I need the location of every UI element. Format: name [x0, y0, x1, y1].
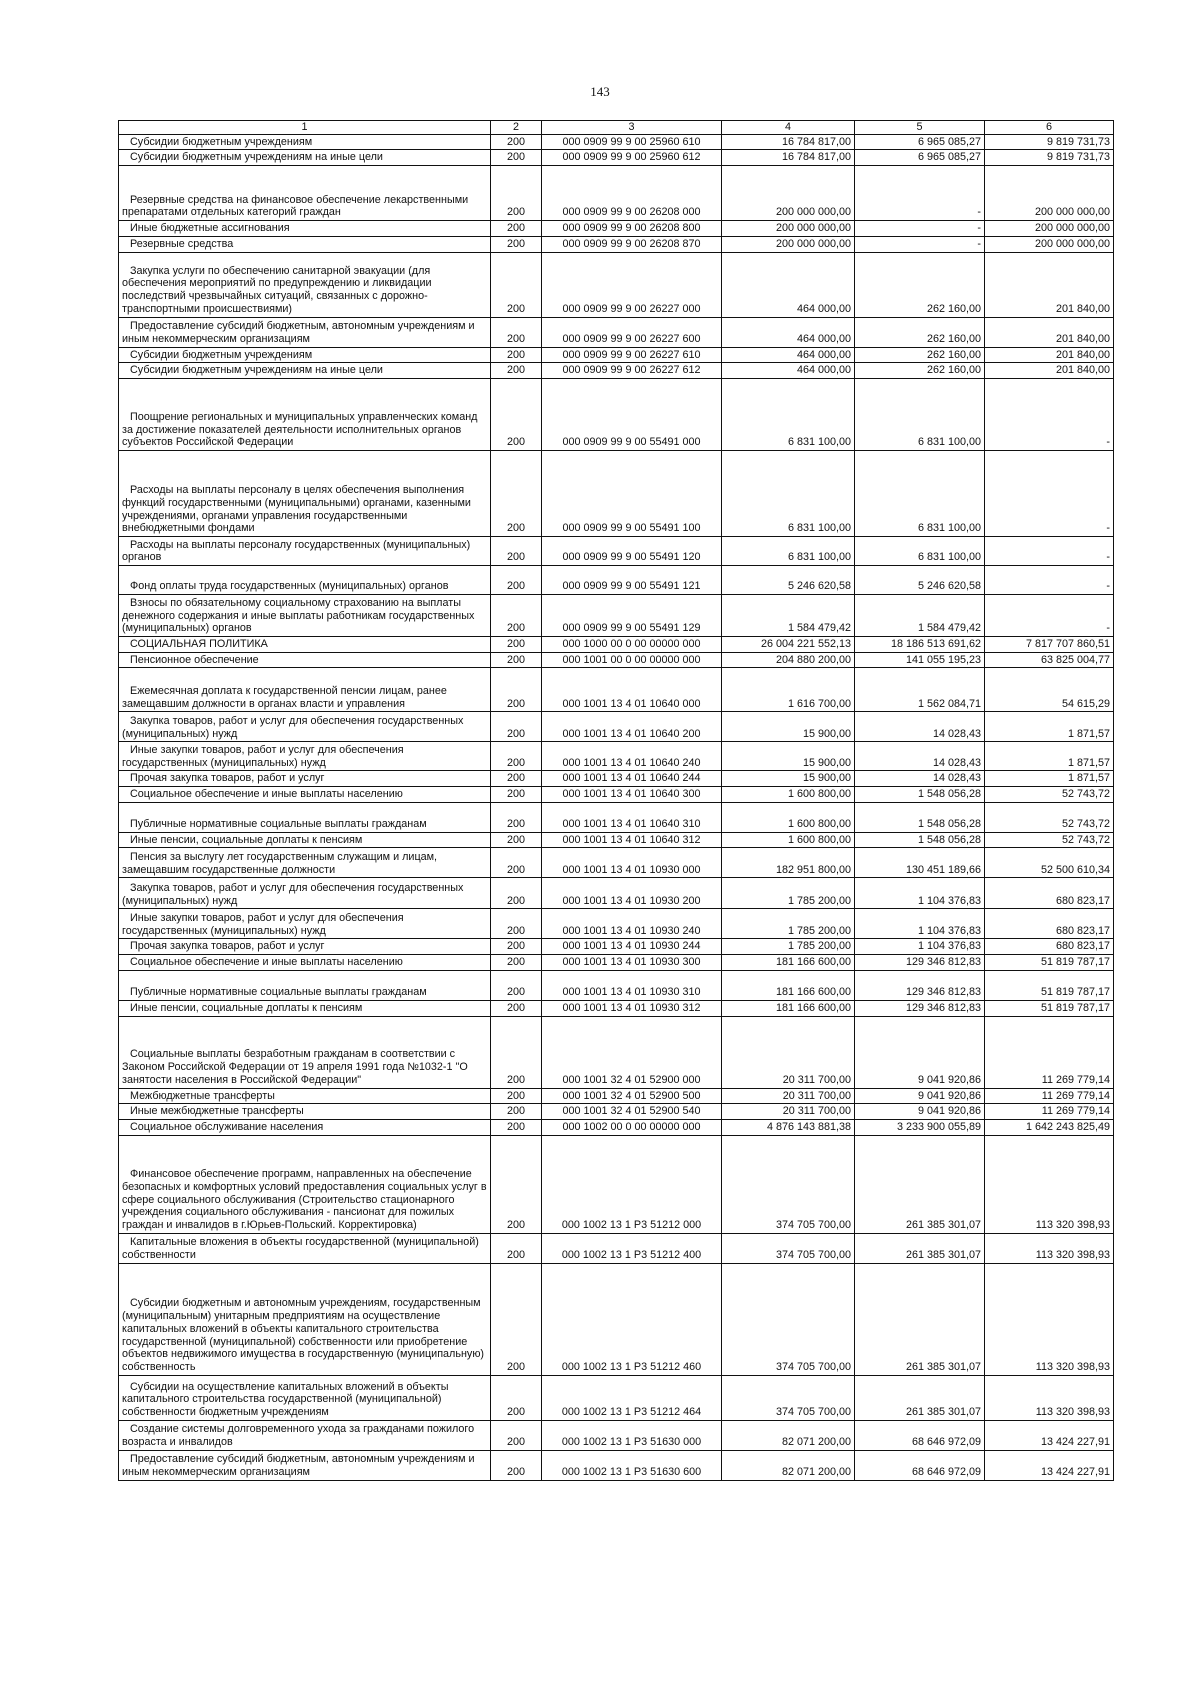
row-approved-amount-cell: 6 831 100,00 — [722, 450, 855, 536]
table-row — [119, 1000, 1114, 1016]
row-remaining-amount-cell: 13 424 227,91 — [985, 1420, 1114, 1450]
row-remaining-amount-cell: 52 743,72 — [985, 802, 1114, 832]
table-row — [119, 536, 1114, 565]
table-row — [119, 636, 1114, 652]
table-row — [119, 1135, 1114, 1233]
row-name-cell: Фонд оплаты труда государственных (муниципальных) органов — [119, 565, 491, 594]
row-budget-code-cell: 000 1002 13 1 P3 51630 000 — [542, 1420, 722, 1450]
row-admin-code-cell: 200 — [491, 712, 542, 742]
row-approved-amount-cell: 1 600 800,00 — [722, 802, 855, 832]
row-executed-amount-cell: - — [855, 236, 985, 252]
row-remaining-amount-cell: 201 840,00 — [985, 363, 1114, 379]
table-row — [119, 771, 1114, 787]
row-admin-code-cell: 200 — [491, 1104, 542, 1120]
row-admin-code-cell: 200 — [491, 317, 542, 347]
row-approved-amount-cell: 464 000,00 — [722, 363, 855, 379]
row-executed-amount-cell: 3 233 900 055,89 — [855, 1119, 985, 1135]
table-row — [119, 252, 1114, 317]
row-remaining-amount-cell: 63 825 004,77 — [985, 652, 1114, 668]
row-name-cell: Социальное обеспечение и иные выплаты населению — [119, 955, 491, 971]
row-approved-amount-cell: 5 246 620,58 — [722, 565, 855, 594]
column-number-row — [119, 121, 1114, 135]
row-remaining-amount-cell: 201 840,00 — [985, 252, 1114, 317]
table-row — [119, 652, 1114, 668]
row-budget-code-cell: 000 1001 13 4 01 10640 310 — [542, 802, 722, 832]
row-name-cell: Иные межбюджетные трансферты — [119, 1104, 491, 1120]
row-approved-amount-cell: 15 900,00 — [722, 742, 855, 771]
table-row — [119, 1263, 1114, 1375]
row-approved-amount-cell: 1 785 200,00 — [722, 878, 855, 909]
row-executed-amount-cell: 129 346 812,83 — [855, 955, 985, 971]
row-name-cell: Капитальные вложения в объекты государственной (муниципальной) собственности — [119, 1233, 491, 1263]
row-executed-amount-cell: 18 186 513 691,62 — [855, 636, 985, 652]
row-admin-code-cell: 200 — [491, 802, 542, 832]
row-approved-amount-cell: 200 000 000,00 — [722, 221, 855, 237]
table-row — [119, 668, 1114, 712]
row-admin-code-cell: 200 — [491, 134, 542, 150]
row-executed-amount-cell: 6 965 085,27 — [855, 150, 985, 166]
row-admin-code-cell: 200 — [491, 1016, 542, 1088]
row-admin-code-cell: 200 — [491, 1420, 542, 1450]
row-name-cell: Поощрение региональных и муниципальных управленческих команд за достижение показателей деятельности исполнительных органов субъектов Российской Федерации — [119, 378, 491, 450]
row-budget-code-cell: 000 1001 13 4 01 10640 300 — [542, 787, 722, 803]
row-approved-amount-cell: 464 000,00 — [722, 317, 855, 347]
row-admin-code-cell: 200 — [491, 1000, 542, 1016]
row-budget-code-cell: 000 1002 13 1 P3 51212 400 — [542, 1233, 722, 1263]
table-row — [119, 565, 1114, 594]
row-approved-amount-cell: 20 311 700,00 — [722, 1088, 855, 1104]
row-executed-amount-cell: 5 246 620,58 — [855, 565, 985, 594]
row-remaining-amount-cell: 52 743,72 — [985, 832, 1114, 848]
row-remaining-amount-cell: 200 000 000,00 — [985, 221, 1114, 237]
row-executed-amount-cell: 1 104 376,83 — [855, 909, 985, 939]
row-admin-code-cell: 200 — [491, 878, 542, 909]
row-remaining-amount-cell: 9 819 731,73 — [985, 150, 1114, 166]
row-remaining-amount-cell: 200 000 000,00 — [985, 166, 1114, 221]
row-admin-code-cell: 200 — [491, 1263, 542, 1375]
row-budget-code-cell: 000 1001 13 4 01 10640 312 — [542, 832, 722, 848]
row-name-cell: Создание системы долговременного ухода за гражданами пожилого возраста и инвалидов — [119, 1420, 491, 1450]
row-approved-amount-cell: 82 071 200,00 — [722, 1420, 855, 1450]
row-approved-amount-cell: 200 000 000,00 — [722, 236, 855, 252]
row-remaining-amount-cell: - — [985, 594, 1114, 636]
row-budget-code-cell: 000 1001 13 4 01 10640 240 — [542, 742, 722, 771]
row-admin-code-cell: 200 — [491, 636, 542, 652]
row-remaining-amount-cell: 201 840,00 — [985, 317, 1114, 347]
row-approved-amount-cell: 374 705 700,00 — [722, 1233, 855, 1263]
row-remaining-amount-cell: 51 819 787,17 — [985, 1000, 1114, 1016]
row-approved-amount-cell: 82 071 200,00 — [722, 1450, 855, 1480]
row-name-cell: СОЦИАЛЬНАЯ ПОЛИТИКА — [119, 636, 491, 652]
row-executed-amount-cell: 130 451 189,66 — [855, 848, 985, 878]
row-name-cell: Социальное обеспечение и иные выплаты населению — [119, 787, 491, 803]
row-admin-code-cell: 200 — [491, 848, 542, 878]
table-row — [119, 848, 1114, 878]
row-remaining-amount-cell: 113 320 398,93 — [985, 1375, 1114, 1420]
row-admin-code-cell: 200 — [491, 652, 542, 668]
row-admin-code-cell: 200 — [491, 909, 542, 939]
row-name-cell: Иные пенсии, социальные доплаты к пенсиям — [119, 1000, 491, 1016]
row-approved-amount-cell: 1 785 200,00 — [722, 909, 855, 939]
row-remaining-amount-cell: 7 817 707 860,51 — [985, 636, 1114, 652]
row-name-cell: Расходы на выплаты персоналу в целях обеспечения выполнения функций государственными (муниципальными) органами, казенными учреждениями, органами управления государственными внебюджетными фондами — [119, 450, 491, 536]
row-executed-amount-cell: 6 831 100,00 — [855, 536, 985, 565]
row-remaining-amount-cell: 1 871,57 — [985, 771, 1114, 787]
row-remaining-amount-cell: 680 823,17 — [985, 909, 1114, 939]
row-approved-amount-cell: 181 166 600,00 — [722, 955, 855, 971]
row-executed-amount-cell: 129 346 812,83 — [855, 1000, 985, 1016]
row-budget-code-cell: 000 1001 13 4 01 10640 200 — [542, 712, 722, 742]
row-admin-code-cell: 200 — [491, 221, 542, 237]
row-budget-code-cell: 000 0909 99 9 00 26227 000 — [542, 252, 722, 317]
row-admin-code-cell: 200 — [491, 565, 542, 594]
row-admin-code-cell: 200 — [491, 832, 542, 848]
row-budget-code-cell: 000 1002 13 1 P3 51630 600 — [542, 1450, 722, 1480]
row-approved-amount-cell: 4 876 143 881,38 — [722, 1119, 855, 1135]
row-budget-code-cell: 000 0909 99 9 00 26227 610 — [542, 347, 722, 363]
row-remaining-amount-cell: 51 819 787,17 — [985, 955, 1114, 971]
row-remaining-amount-cell: 13 424 227,91 — [985, 1450, 1114, 1480]
row-remaining-amount-cell: - — [985, 536, 1114, 565]
row-remaining-amount-cell: 52 500 610,34 — [985, 848, 1114, 878]
row-remaining-amount-cell: 200 000 000,00 — [985, 236, 1114, 252]
row-approved-amount-cell: 464 000,00 — [722, 252, 855, 317]
table-row — [119, 1016, 1114, 1088]
row-executed-amount-cell: - — [855, 166, 985, 221]
row-budget-code-cell: 000 0909 99 9 00 25960 610 — [542, 134, 722, 150]
row-executed-amount-cell: - — [855, 221, 985, 237]
row-executed-amount-cell: 14 028,43 — [855, 712, 985, 742]
row-admin-code-cell: 200 — [491, 363, 542, 379]
row-budget-code-cell: 000 1000 00 0 00 00000 000 — [542, 636, 722, 652]
row-budget-code-cell: 000 1001 13 4 01 10930 244 — [542, 939, 722, 955]
row-admin-code-cell: 200 — [491, 970, 542, 1000]
row-admin-code-cell: 200 — [491, 150, 542, 166]
row-name-cell: Прочая закупка товаров, работ и услуг — [119, 771, 491, 787]
row-budget-code-cell: 000 0909 99 9 00 55491 121 — [542, 565, 722, 594]
page-number: 143 — [590, 84, 610, 99]
row-name-cell: Закупка товаров, работ и услуг для обеспечения государственных (муниципальных) нужд — [119, 878, 491, 909]
row-budget-code-cell: 000 1002 13 1 P3 51212 000 — [542, 1135, 722, 1233]
row-approved-amount-cell: 182 951 800,00 — [722, 848, 855, 878]
table-row — [119, 909, 1114, 939]
row-budget-code-cell: 000 1001 13 4 01 10640 244 — [542, 771, 722, 787]
row-budget-code-cell: 000 1001 13 4 01 10930 312 — [542, 1000, 722, 1016]
row-name-cell: Публичные нормативные социальные выплаты гражданам — [119, 802, 491, 832]
row-remaining-amount-cell: 11 269 779,14 — [985, 1088, 1114, 1104]
row-admin-code-cell: 200 — [491, 1450, 542, 1480]
table-row — [119, 1233, 1114, 1263]
row-admin-code-cell: 200 — [491, 939, 542, 955]
row-name-cell: Субсидии бюджетным учреждениям — [119, 347, 491, 363]
row-admin-code-cell: 200 — [491, 450, 542, 536]
row-executed-amount-cell: 14 028,43 — [855, 771, 985, 787]
table-row — [119, 742, 1114, 771]
row-budget-code-cell: 000 0909 99 9 00 26208 870 — [542, 236, 722, 252]
row-executed-amount-cell: 68 646 972,09 — [855, 1420, 985, 1450]
row-name-cell: Межбюджетные трансферты — [119, 1088, 491, 1104]
table-row — [119, 150, 1114, 166]
row-executed-amount-cell: 262 160,00 — [855, 363, 985, 379]
row-approved-amount-cell: 6 831 100,00 — [722, 378, 855, 450]
row-budget-code-cell: 000 0909 99 9 00 25960 612 — [542, 150, 722, 166]
row-budget-code-cell: 000 0909 99 9 00 55491 100 — [542, 450, 722, 536]
row-budget-code-cell: 000 1001 13 4 01 10930 200 — [542, 878, 722, 909]
row-approved-amount-cell: 181 166 600,00 — [722, 1000, 855, 1016]
table-row — [119, 134, 1114, 150]
row-remaining-amount-cell: 51 819 787,17 — [985, 970, 1114, 1000]
row-approved-amount-cell: 1 600 800,00 — [722, 832, 855, 848]
row-admin-code-cell: 200 — [491, 1119, 542, 1135]
row-budget-code-cell: 000 0909 99 9 00 26208 000 — [542, 166, 722, 221]
row-name-cell: Предоставление субсидий бюджетным, автономным учреждениям и иным некоммерческим организациям — [119, 317, 491, 347]
row-budget-code-cell: 000 1001 13 4 01 10930 000 — [542, 848, 722, 878]
row-name-cell: Пенсия за выслугу лет государственным служащим и лицам, замещавшим государственные должности — [119, 848, 491, 878]
row-executed-amount-cell: 1 548 056,28 — [855, 832, 985, 848]
row-approved-amount-cell: 204 880 200,00 — [722, 652, 855, 668]
row-admin-code-cell: 200 — [491, 1135, 542, 1233]
row-remaining-amount-cell: - — [985, 378, 1114, 450]
row-budget-code-cell: 000 1001 13 4 01 10930 240 — [542, 909, 722, 939]
column-number-3: 3 — [542, 121, 722, 135]
row-budget-code-cell: 000 1001 32 4 01 52900 000 — [542, 1016, 722, 1088]
table-row — [119, 878, 1114, 909]
row-approved-amount-cell: 16 784 817,00 — [722, 134, 855, 150]
row-budget-code-cell: 000 0909 99 9 00 26208 800 — [542, 221, 722, 237]
row-remaining-amount-cell: 113 320 398,93 — [985, 1233, 1114, 1263]
table-row — [119, 1375, 1114, 1420]
row-name-cell: Пенсионное обеспечение — [119, 652, 491, 668]
row-approved-amount-cell: 374 705 700,00 — [722, 1135, 855, 1233]
table-row — [119, 939, 1114, 955]
table-row — [119, 221, 1114, 237]
row-name-cell: Иные закупки товаров, работ и услуг для обеспечения государственных (муниципальных) нужд — [119, 909, 491, 939]
row-executed-amount-cell: 6 831 100,00 — [855, 378, 985, 450]
table-row — [119, 970, 1114, 1000]
table-row — [119, 787, 1114, 803]
column-number-5: 5 — [855, 121, 985, 135]
row-approved-amount-cell: 26 004 221 552,13 — [722, 636, 855, 652]
row-name-cell: Социальные выплаты безработным гражданам в соответствии с Законом Российской Федерации от 19 апреля 1991 года №1032-1 "О занятости населения в Российской Федерации" — [119, 1016, 491, 1088]
row-executed-amount-cell: 261 385 301,07 — [855, 1233, 985, 1263]
table-row — [119, 712, 1114, 742]
row-name-cell: Субсидии бюджетным и автономным учреждениям, государственным (муниципальным) унитарным предприятиям на осуществление капитальных вложений в объекты капитального строительства государственной (муниципальной) собственности или приобретение объектов недвижимого имущества в государственную (муниципальную) собственность — [119, 1263, 491, 1375]
row-approved-amount-cell: 1 584 479,42 — [722, 594, 855, 636]
row-budget-code-cell: 000 0909 99 9 00 55491 000 — [542, 378, 722, 450]
row-remaining-amount-cell: 11 269 779,14 — [985, 1104, 1114, 1120]
row-admin-code-cell: 200 — [491, 378, 542, 450]
row-executed-amount-cell: 1 548 056,28 — [855, 802, 985, 832]
table-row — [119, 378, 1114, 450]
row-executed-amount-cell: 1 104 376,83 — [855, 939, 985, 955]
row-budget-code-cell: 000 1001 13 4 01 10930 310 — [542, 970, 722, 1000]
row-name-cell: Субсидии бюджетным учреждениям — [119, 134, 491, 150]
row-executed-amount-cell: 1 548 056,28 — [855, 787, 985, 803]
row-remaining-amount-cell: 1 871,57 — [985, 712, 1114, 742]
row-name-cell: Прочая закупка товаров, работ и услуг — [119, 939, 491, 955]
table-row — [119, 236, 1114, 252]
row-approved-amount-cell: 16 784 817,00 — [722, 150, 855, 166]
row-admin-code-cell: 200 — [491, 668, 542, 712]
row-remaining-amount-cell: 1 871,57 — [985, 742, 1114, 771]
row-remaining-amount-cell: 201 840,00 — [985, 347, 1114, 363]
table-row — [119, 832, 1114, 848]
row-admin-code-cell: 200 — [491, 236, 542, 252]
row-executed-amount-cell: 262 160,00 — [855, 317, 985, 347]
row-approved-amount-cell: 15 900,00 — [722, 771, 855, 787]
row-remaining-amount-cell: 52 743,72 — [985, 787, 1114, 803]
row-executed-amount-cell: 9 041 920,86 — [855, 1088, 985, 1104]
row-admin-code-cell: 200 — [491, 347, 542, 363]
table-row — [119, 802, 1114, 832]
table-body — [119, 121, 1114, 1481]
row-admin-code-cell: 200 — [491, 787, 542, 803]
row-name-cell: Публичные нормативные социальные выплаты гражданам — [119, 970, 491, 1000]
row-name-cell: Субсидии бюджетным учреждениям на иные цели — [119, 150, 491, 166]
row-executed-amount-cell: 14 028,43 — [855, 742, 985, 771]
table-row — [119, 1420, 1114, 1450]
row-budget-code-cell: 000 1001 13 4 01 10640 000 — [542, 668, 722, 712]
row-executed-amount-cell: 141 055 195,23 — [855, 652, 985, 668]
table-row — [119, 1088, 1114, 1104]
table-row — [119, 1119, 1114, 1135]
row-executed-amount-cell: 1 104 376,83 — [855, 878, 985, 909]
row-approved-amount-cell: 464 000,00 — [722, 347, 855, 363]
row-budget-code-cell: 000 1002 13 1 P3 51212 464 — [542, 1375, 722, 1420]
row-admin-code-cell: 200 — [491, 771, 542, 787]
row-approved-amount-cell: 374 705 700,00 — [722, 1375, 855, 1420]
row-admin-code-cell: 200 — [491, 166, 542, 221]
row-approved-amount-cell: 374 705 700,00 — [722, 1263, 855, 1375]
row-name-cell: Иные бюджетные ассигнования — [119, 221, 491, 237]
row-executed-amount-cell: 9 041 920,86 — [855, 1016, 985, 1088]
row-remaining-amount-cell: - — [985, 450, 1114, 536]
row-remaining-amount-cell: 9 819 731,73 — [985, 134, 1114, 150]
row-executed-amount-cell: 6 965 085,27 — [855, 134, 985, 150]
column-number-4: 4 — [722, 121, 855, 135]
row-approved-amount-cell: 1 600 800,00 — [722, 787, 855, 803]
row-budget-code-cell: 000 1002 00 0 00 00000 000 — [542, 1119, 722, 1135]
table-row — [119, 594, 1114, 636]
row-budget-code-cell: 000 1001 32 4 01 52900 500 — [542, 1088, 722, 1104]
row-name-cell: Финансовое обеспечение программ, направленных на обеспечение безопасных и комфортных условий предоставления социальных услуг в сфере социального обслуживания (Строительство стационарного учреждения социального обслуживания - пансионат для пожилых граждан и инвалидов в г.Юрьев-Польский. Корректировка) — [119, 1135, 491, 1233]
row-remaining-amount-cell: 1 642 243 825,49 — [985, 1119, 1114, 1135]
row-name-cell: Социальное обслуживание населения — [119, 1119, 491, 1135]
column-number-2: 2 — [491, 121, 542, 135]
row-budget-code-cell: 000 0909 99 9 00 55491 120 — [542, 536, 722, 565]
budget-execution-table — [118, 120, 1114, 1481]
table-row — [119, 1104, 1114, 1120]
row-remaining-amount-cell: 680 823,17 — [985, 939, 1114, 955]
row-name-cell: Резервные средства на финансовое обеспечение лекарственными препаратами отдельных категорий граждан — [119, 166, 491, 221]
row-budget-code-cell: 000 0909 99 9 00 26227 600 — [542, 317, 722, 347]
row-budget-code-cell: 000 1001 00 0 00 00000 000 — [542, 652, 722, 668]
row-admin-code-cell: 200 — [491, 252, 542, 317]
row-budget-code-cell: 000 1001 32 4 01 52900 540 — [542, 1104, 722, 1120]
row-name-cell: Субсидии на осуществление капитальных вложений в объекты капитального строительства государственной (муниципальной) собственности бюджетным учреждениям — [119, 1375, 491, 1420]
row-approved-amount-cell: 20 311 700,00 — [722, 1016, 855, 1088]
row-executed-amount-cell: 261 385 301,07 — [855, 1135, 985, 1233]
row-remaining-amount-cell: - — [985, 565, 1114, 594]
row-admin-code-cell: 200 — [491, 1233, 542, 1263]
row-name-cell: Иные закупки товаров, работ и услуг для обеспечения государственных (муниципальных) нужд — [119, 742, 491, 771]
table-row — [119, 955, 1114, 971]
row-admin-code-cell: 200 — [491, 955, 542, 971]
column-number-1: 1 — [119, 121, 491, 135]
row-budget-code-cell: 000 1001 13 4 01 10930 300 — [542, 955, 722, 971]
row-budget-code-cell: 000 0909 99 9 00 26227 612 — [542, 363, 722, 379]
row-executed-amount-cell: 1 584 479,42 — [855, 594, 985, 636]
row-name-cell: Закупка услуги по обеспечению санитарной эвакуации (для обеспечения мероприятий по предупреждению и ликвидации последствий чрезвычайных ситуаций, связанных с дорожно-транспортными происшествиями) — [119, 252, 491, 317]
row-budget-code-cell: 000 1002 13 1 P3 51212 460 — [542, 1263, 722, 1375]
row-budget-code-cell: 000 0909 99 9 00 55491 129 — [542, 594, 722, 636]
row-approved-amount-cell: 15 900,00 — [722, 712, 855, 742]
row-approved-amount-cell: 181 166 600,00 — [722, 970, 855, 1000]
row-admin-code-cell: 200 — [491, 1375, 542, 1420]
row-name-cell: Субсидии бюджетным учреждениям на иные цели — [119, 363, 491, 379]
table-row — [119, 450, 1114, 536]
table-row — [119, 347, 1114, 363]
row-executed-amount-cell: 262 160,00 — [855, 252, 985, 317]
row-executed-amount-cell: 261 385 301,07 — [855, 1263, 985, 1375]
row-executed-amount-cell: 68 646 972,09 — [855, 1450, 985, 1480]
row-admin-code-cell: 200 — [491, 594, 542, 636]
row-approved-amount-cell: 20 311 700,00 — [722, 1104, 855, 1120]
row-admin-code-cell: 200 — [491, 536, 542, 565]
row-approved-amount-cell: 1 616 700,00 — [722, 668, 855, 712]
table-row — [119, 363, 1114, 379]
row-remaining-amount-cell: 113 320 398,93 — [985, 1263, 1114, 1375]
row-executed-amount-cell: 6 831 100,00 — [855, 450, 985, 536]
row-name-cell: Предоставление субсидий бюджетным, автономным учреждениям и иным некоммерческим организациям — [119, 1450, 491, 1480]
row-remaining-amount-cell: 113 320 398,93 — [985, 1135, 1114, 1233]
row-executed-amount-cell: 1 562 084,71 — [855, 668, 985, 712]
row-remaining-amount-cell: 11 269 779,14 — [985, 1016, 1114, 1088]
row-name-cell: Взносы по обязательному социальному страхованию на выплаты денежного содержания и иные выплаты работникам государственных (муниципальных) органов — [119, 594, 491, 636]
row-executed-amount-cell: 129 346 812,83 — [855, 970, 985, 1000]
row-executed-amount-cell: 262 160,00 — [855, 347, 985, 363]
row-approved-amount-cell: 200 000 000,00 — [722, 166, 855, 221]
row-approved-amount-cell: 1 785 200,00 — [722, 939, 855, 955]
row-name-cell: Закупка товаров, работ и услуг для обеспечения государственных (муниципальных) нужд — [119, 712, 491, 742]
table-row — [119, 166, 1114, 221]
row-admin-code-cell: 200 — [491, 1088, 542, 1104]
row-name-cell: Расходы на выплаты персоналу государственных (муниципальных) органов — [119, 536, 491, 565]
table-row — [119, 317, 1114, 347]
row-approved-amount-cell: 6 831 100,00 — [722, 536, 855, 565]
row-executed-amount-cell: 9 041 920,86 — [855, 1104, 985, 1120]
row-name-cell: Резервные средства — [119, 236, 491, 252]
row-name-cell: Ежемесячная доплата к государственной пенсии лицам, ранее замещавшим должности в органах власти и управления — [119, 668, 491, 712]
column-number-6: 6 — [985, 121, 1114, 135]
row-name-cell: Иные пенсии, социальные доплаты к пенсиям — [119, 832, 491, 848]
row-remaining-amount-cell: 54 615,29 — [985, 668, 1114, 712]
row-remaining-amount-cell: 680 823,17 — [985, 878, 1114, 909]
row-admin-code-cell: 200 — [491, 742, 542, 771]
table-row — [119, 1450, 1114, 1480]
row-executed-amount-cell: 261 385 301,07 — [855, 1375, 985, 1420]
